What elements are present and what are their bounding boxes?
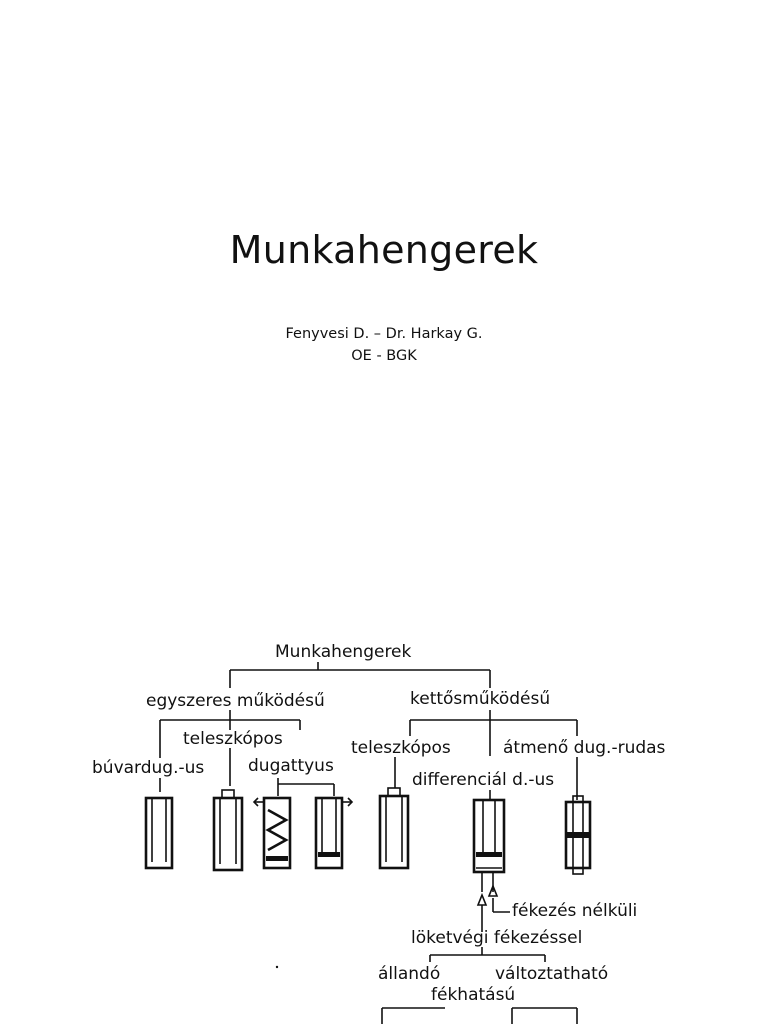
label-braking-effect: fékhatású: [431, 985, 516, 1005]
label-differential: differenciál d.-us: [412, 770, 555, 790]
spring-return-cylinder-symbol: [254, 798, 290, 868]
single-telescopic-cylinder-symbol: [214, 790, 242, 870]
double-telescopic-cylinder-symbol: [380, 788, 408, 868]
label-plunger: búvardug.-us: [92, 758, 205, 778]
label-no-braking: fékezés nélküli: [512, 901, 638, 921]
piston-cylinder-symbol: [316, 798, 352, 868]
authors-line: Fenyvesi D. – Dr. Harkay G.: [285, 326, 483, 342]
page-title: Munkahengerek: [229, 228, 539, 272]
label-variable: változtatható: [495, 964, 609, 984]
cylinder-classification-diagram: [0, 620, 768, 1024]
organization-line: OE - BGK: [351, 348, 417, 364]
label-piston: dugattyus: [248, 756, 334, 776]
label-end-braking: löketvégi fékezéssel: [411, 928, 583, 948]
label-double-telescopic: teleszkópos: [351, 738, 451, 758]
label-root: Munkahengerek: [275, 642, 412, 662]
plunger-cylinder-symbol: [146, 798, 172, 868]
label-single-telescopic: teleszkópos: [183, 729, 283, 749]
differential-cylinder-symbol: [474, 800, 504, 905]
label-through-rod: átmenő dug.-rudas: [503, 738, 666, 758]
label-single-acting: egyszeres működésű: [146, 691, 325, 711]
through-rod-cylinder-symbol: [566, 796, 590, 874]
label-constant: állandó: [378, 964, 441, 984]
label-double-acting: kettősműködésű: [410, 689, 551, 709]
